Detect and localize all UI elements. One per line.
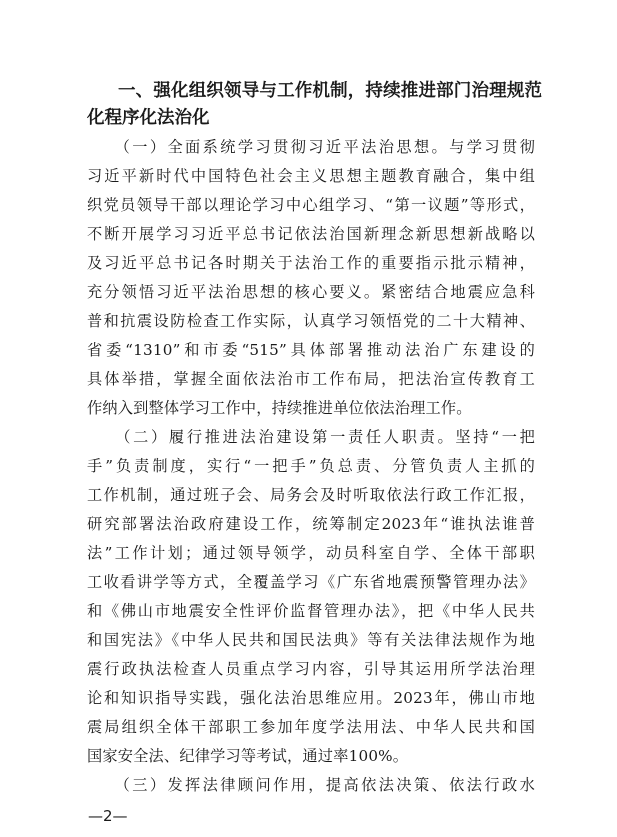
paragraph-2-line-7: 和《佛山市地震安全性评价监督管理办法》，把《中华人民共 bbox=[87, 602, 535, 620]
paragraph-1-line-4: 不断开展学习习近平总书记依法治国新理念新思想新战略以 bbox=[87, 225, 535, 243]
paragraph-2-line-11: 震局组织全体干部职工参加年度学法用法、中华人民共和国 bbox=[87, 718, 535, 736]
paragraph-1-line-3: 织党员领导干部以理论学习中心组学习、“第一议题”等形式， bbox=[87, 196, 535, 214]
paragraph-1-line-5: 及习近平总书记各时期关于法治工作的重要指示批示精神， bbox=[87, 254, 535, 272]
paragraph-1-line-6: 充分领悟习近平法治思想的核心要义。紧密结合地震应急科 bbox=[87, 283, 535, 301]
paragraph-1-line-10: 作纳入到整体学习工作中，持续推进单位依法治理工作。 bbox=[87, 399, 472, 417]
paragraph-2-line-5: 法”工作计划；通过领导领学，动员科室自学、全体干部职 bbox=[87, 544, 535, 562]
paragraph-1-line-9: 具体举措，掌握全面依法治市工作布局，把法治宣传教育工 bbox=[87, 370, 535, 388]
paragraph-2-line-12: 国家安全法、纪律学习等考试，通过率100%。 bbox=[87, 747, 409, 765]
paragraph-2-line-10: 论和知识指导实践，强化法治思维应用。2023年，佛山市地 bbox=[87, 689, 535, 707]
paragraph-2-line-9: 震行政执法检查人员重点学习内容，引导其运用所学法治理 bbox=[87, 660, 535, 678]
section-heading-line-1: 一、强化组织领导与工作机制，持续推进部门治理规范 bbox=[118, 81, 542, 101]
paragraph-2-line-2: 手”负责制度，实行“一把手”负总责、分管负责人主抓的 bbox=[87, 457, 535, 475]
paragraph-2-line-4: 研究部署法治政府建设工作，统筹制定2023年“谁执法谁普 bbox=[87, 515, 535, 533]
paragraph-1-line-2: 习近平新时代中国特色社会主义思想主题教育融合，集中组 bbox=[87, 167, 535, 185]
page-number: —2— bbox=[88, 807, 128, 825]
paragraph-1-line-7: 普和抗震设防检查工作实际，认真学习领悟党的二十大精神、 bbox=[87, 312, 535, 330]
paragraph-2-line-1: （二）履行推进法治建设第一责任人职责。坚持“一把 bbox=[87, 428, 535, 446]
paragraph-1-line-1: （一）全面系统学习贯彻习近平法治思想。与学习贯彻 bbox=[87, 138, 535, 156]
paragraph-1-line-8: 省委“1310”和市委“515”具体部署推动法治广东建设的 bbox=[87, 341, 535, 359]
paragraph-2-line-6: 工收看讲学等方式，全覆盖学习《广东省地震预警管理办法》 bbox=[87, 573, 535, 591]
paragraph-2-line-8: 和国宪法》《中华人民共和国民法典》等有关法律法规作为地 bbox=[87, 631, 535, 649]
section-heading-line-2: 化程序化法治化 bbox=[87, 108, 210, 128]
paragraph-2-line-3: 工作机制，通过班子会、局务会及时听取依法行政工作汇报， bbox=[87, 486, 535, 504]
paragraph-3-line-1: （三）发挥法律顾问作用，提高依法决策、依法行政水 bbox=[87, 776, 535, 794]
